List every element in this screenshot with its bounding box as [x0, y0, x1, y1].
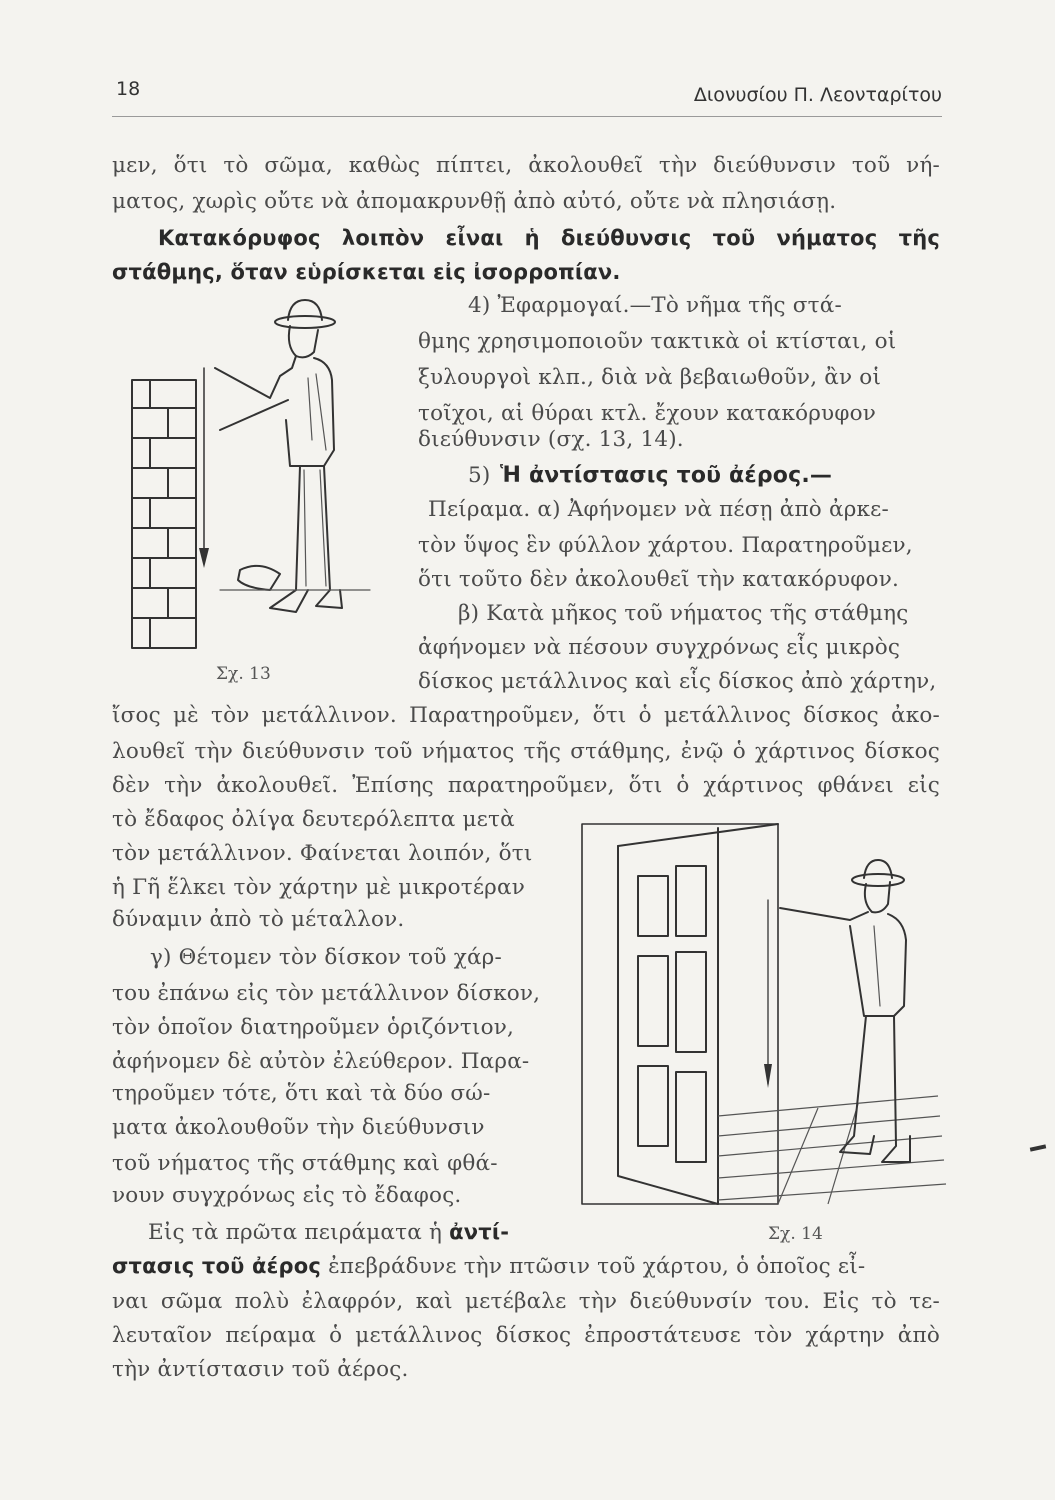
scan-mark	[1030, 1144, 1046, 1151]
paragraph-line: γ) Θέτομεν τὸν δίσκον τοῦ χάρ-	[150, 945, 502, 970]
paragraph-line: ματα ἀκολουθοῦν τὴν διεύθυνσιν	[112, 1115, 485, 1140]
paragraph-line: ἀφήνομεν δὲ αὐτὸν ἐλεύθερον. Παρα-	[112, 1049, 530, 1074]
paragraph-line: δύναμιν ἀπὸ τὸ μέταλλον.	[112, 907, 405, 932]
running-head: Διονυσίου Π. Λεονταρίτου	[693, 84, 942, 106]
paragraph-line: ναι σῶμα πολὺ ἐλαφρόν, καὶ μετέβαλε τὴν διεύθυνσίν του. Εἰς τὸ τε-	[112, 1289, 940, 1314]
paragraph-line: του ἐπάνω εἰς τὸν μετάλλινον δίσκον,	[112, 981, 541, 1006]
plumb-line	[764, 900, 772, 1088]
paragraph-line: β) Κατὰ μῆκος τοῦ νήματος τῆς στάθμης	[458, 601, 909, 626]
mason-figure	[215, 300, 370, 612]
text-run-bold: ἀντί-	[449, 1220, 510, 1244]
page-header	[112, 78, 942, 118]
paragraph-line: λουθεῖ τὴν διεύθυνσιν τοῦ νήματος τῆς στάθμης, ἐνῷ ὁ χάρτινος δίσκος	[112, 739, 940, 764]
paragraph-line	[148, 1218, 509, 1247]
paragraph-line: τὸν μετάλλινον. Φαίνεται λοιπόν, ὅτι	[112, 841, 533, 866]
text-run: Εἰς τὰ πρῶτα πειράματα ἡ	[148, 1220, 450, 1245]
floor-boards	[718, 1096, 946, 1204]
paragraph-line: τοῖχοι, αἱ θύραι κτλ. ἔχουν κατακόρυφον	[418, 401, 876, 426]
paragraph-line: ματος, χωρὶς οὔτε νὰ ἀπομακρυνθῇ ἀπὸ αὐτό, οὔτε νὰ πλησιάσῃ.	[112, 189, 837, 214]
header-rule	[112, 116, 942, 117]
page-number: 18	[116, 78, 141, 100]
paragraph-line: θμης χρησιμοποιοῦν τακτικὰ οἱ κτίσται, οἱ	[418, 329, 897, 354]
paragraph-line: τὸ ἔδαφος ὀλίγα δευτερόλεπτα μετὰ	[112, 807, 515, 832]
paragraph-line: δίσκος μετάλλινος καὶ εἷς δίσκος ἀπὸ χάρτην,	[418, 669, 937, 694]
paragraph-line: Πείραμα. α) Ἀφήνομεν νὰ πέσῃ ἀπὸ ἀρκε-	[428, 497, 889, 522]
paragraph-line: τηροῦμεν τότε, ὅτι καὶ τὰ δύο σώ-	[112, 1081, 491, 1106]
paragraph-line	[112, 1252, 865, 1281]
text-run-bold: στασις τοῦ ἀέρος	[112, 1254, 322, 1278]
text-run: ἐπεβράδυνε τὴν πτῶσιν τοῦ χάρτου, ὁ ὁποῖος εἶ-	[321, 1254, 866, 1279]
figure-14-illustration	[578, 816, 948, 1214]
paragraph-line: τὸν ὁποῖον διατηροῦμεν ὁριζόντιον,	[112, 1015, 515, 1040]
man-figure	[780, 860, 910, 1162]
rule-line: στάθμης, ὅταν εὑρίσκεται εἰς ἰσορροπίαν.	[112, 260, 621, 284]
figure-13-caption: Σχ. 13	[216, 664, 271, 684]
figure-13-illustration	[120, 290, 420, 660]
paragraph-line: τὴν ἀντίστασιν τοῦ ἀέρος.	[112, 1357, 409, 1382]
figure-14-caption: Σχ. 14	[768, 1224, 823, 1244]
paragraph-line: ἀφήνομεν νὰ πέσουν συγχρόνως εἷς μικρὸς	[418, 635, 901, 660]
paragraph-line: τὸν ὕψος ἓν φύλλον χάρτου. Παρατηροῦμεν,	[418, 533, 913, 558]
paragraph-line: δὲν τὴν ἀκολουθεῖ. Ἐπίσης παρατηροῦμεν, ὅτι ὁ χάρτινος φθάνει εἰς	[112, 773, 940, 798]
paragraph-line: ὅτι τοῦτο δὲν ἀκολουθεῖ τὴν κατακόρυφον.	[418, 567, 899, 592]
paragraph-line: ἴσος μὲ τὸν μετάλλινον. Παρατηροῦμεν, ὅτι ὁ μετάλλινος δίσκος ἀκο-	[112, 703, 940, 728]
paragraph-line: ἡ Γῆ ἕλκει τὸν χάρτην μὲ μικροτέραν	[112, 875, 525, 900]
plumb-line	[199, 368, 209, 568]
paragraph-line: 4) Ἐφαρμογαί.—Τὸ νῆμα τῆς στά-	[468, 293, 842, 318]
paragraph-line: διεύθυνσιν (σχ. 13, 14).	[418, 427, 684, 452]
paragraph-line: λευταῖον πείραμα ὁ μετάλλινος δίσκος ἐπροστάτευσε τὸν χάρτην ἀπὸ	[112, 1323, 940, 1348]
door-frame	[582, 824, 778, 1204]
paragraph-line: νουν συγχρόνως εἰς τὸ ἔδαφος.	[112, 1183, 462, 1208]
section-heading: Ἡ ἀντίστασις τοῦ ἀέρος.—	[500, 463, 833, 488]
rule-line: Κατακόρυφος λοιπὸν εἶναι ἡ διεύθυνσις τοῦ νήματος τῆς	[158, 226, 940, 250]
brick-wall	[132, 380, 196, 648]
paragraph-line: τοῦ νήματος τῆς στάθμης καὶ φθά-	[112, 1151, 498, 1176]
paragraph-line: μεν, ὅτι τὸ σῶμα, καθὼς πίπτει, ἀκολουθεῖ τὴν διεύθυνσιν τοῦ νή-	[112, 153, 940, 178]
section-number: 5)	[468, 463, 491, 488]
paragraph-line: ξυλουργοὶ κλπ., διὰ νὰ βεβαιωθοῦν, ἂν οἱ	[418, 365, 882, 390]
